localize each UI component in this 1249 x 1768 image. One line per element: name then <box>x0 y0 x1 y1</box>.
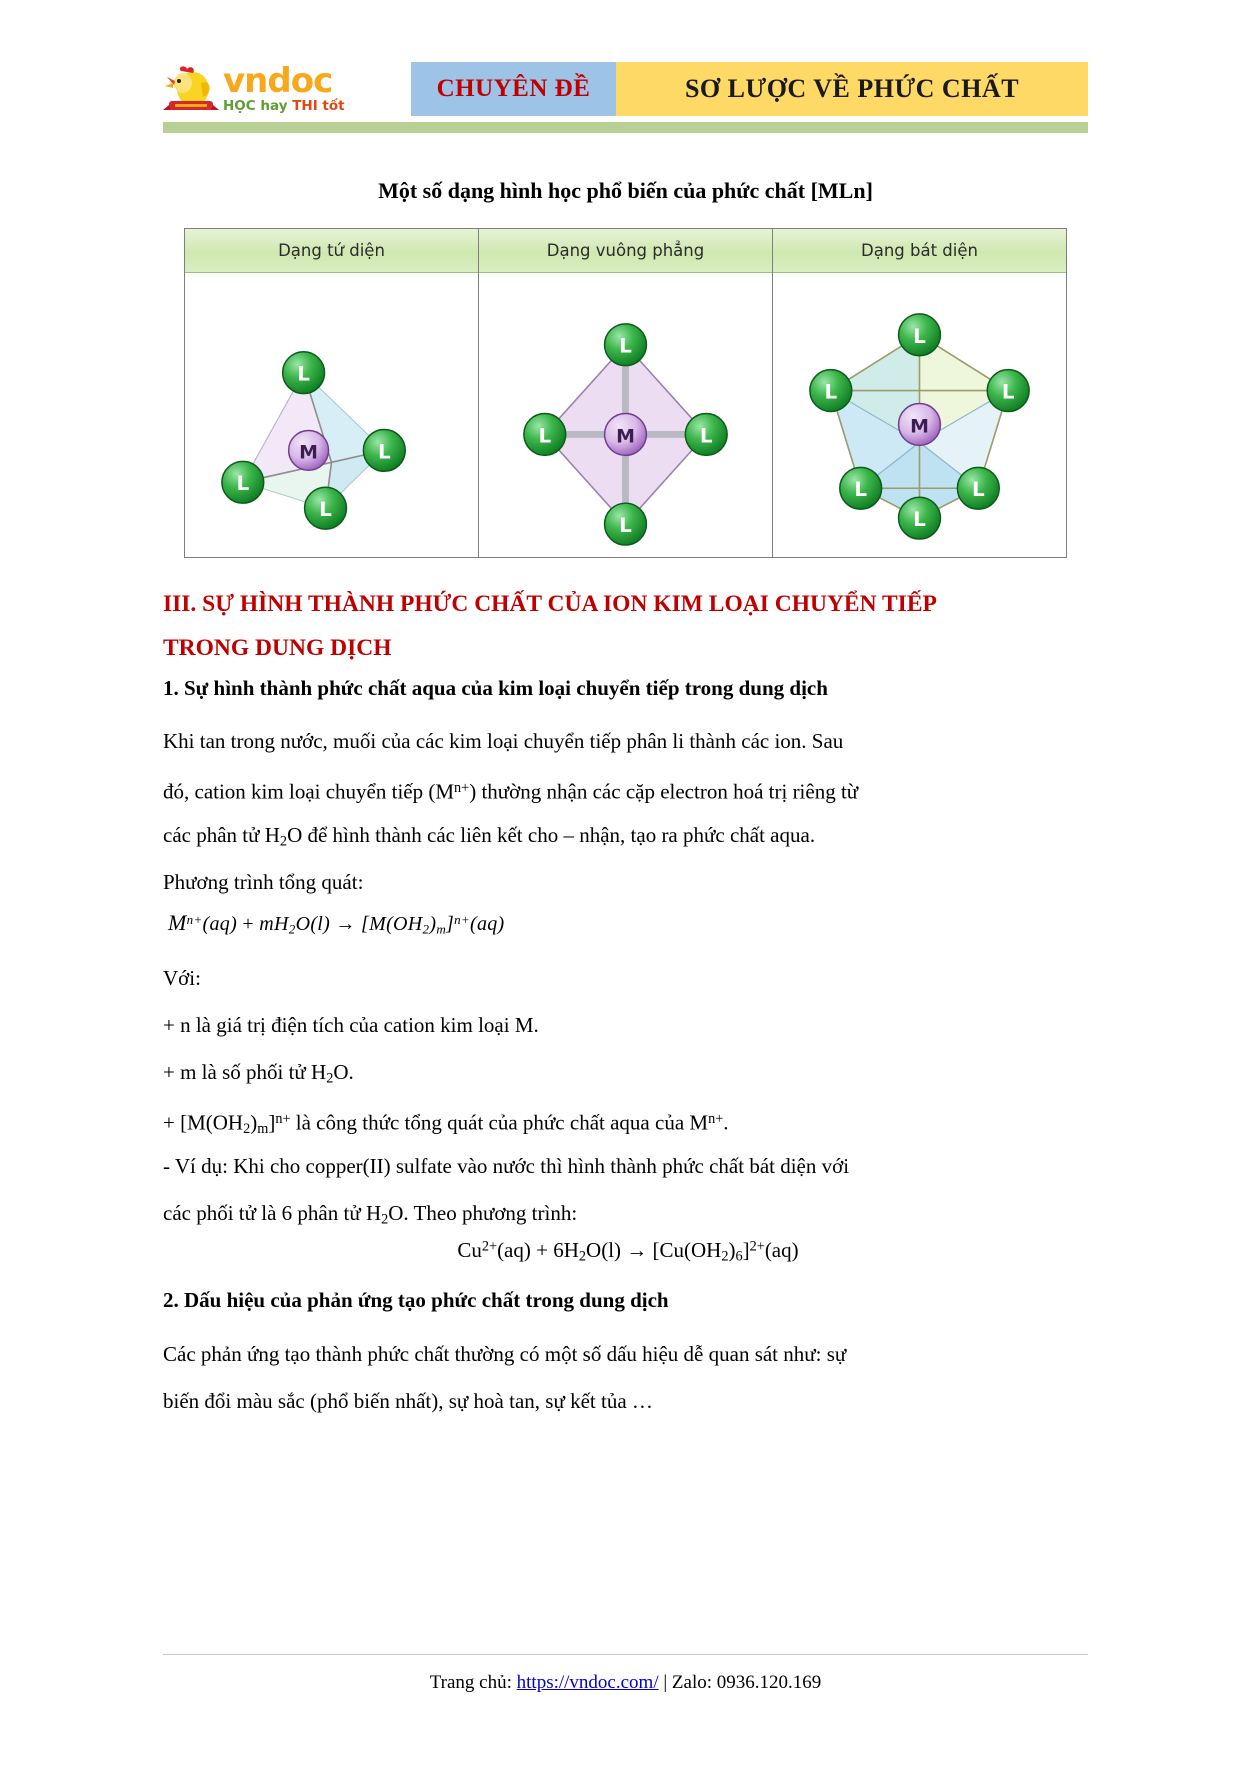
logo-wordmark: vndoc <box>223 61 333 102</box>
page-header <box>163 52 1088 128</box>
svg-text:L: L <box>619 514 632 538</box>
svg-text:M: M <box>910 415 929 438</box>
subsection-2-line-1: Các phản ứng tạo thành phức chất thường có một số dấu hiệu dễ quan sát như: sự <box>163 1342 847 1366</box>
b3-a: + [M(OH <box>163 1110 244 1135</box>
svg-text:L: L <box>319 498 332 522</box>
banner-right-label: SƠ LƯỢC VỀ PHỨC CHẤT <box>684 74 1020 103</box>
footer-prefix: Trang chủ: <box>429 1672 517 1693</box>
p1l2-b: ) thường nhận các cặp electron hoá trị riêng từ <box>469 779 859 804</box>
logo-text-block <box>223 61 345 115</box>
ex2-sub: 2 <box>381 1211 389 1228</box>
banner-chuyen-de <box>411 62 616 116</box>
figure-title: Một số dạng hình học phổ biến của phức chất [MLn] <box>378 178 873 203</box>
column-header-octahedral: Dạng bát diện <box>773 229 1066 273</box>
footer-divider <box>163 1654 1088 1655</box>
p1l3-b: O để hình thành các liên kết cho – nhận, tạo ra phức chất aqua. <box>287 823 816 847</box>
svg-text:L: L <box>297 362 310 386</box>
subsection-1-heading: 1. Sự hình thành phức chất aqua của kim loại chuyển tiếp trong dung dịch <box>163 676 828 700</box>
paragraph-1-line-2 <box>163 765 1093 815</box>
copper-equation: $Cu^{2+}(aq) + 6H_2O(l) \to [Cu(OH_2)_6]^{2+}(aq)$ <box>457 1238 799 1265</box>
svg-text:L: L <box>236 472 250 496</box>
example-line-1: - Ví dụ: Khi cho copper(II) sulfate vào nước thì hình thành phức chất bát diện với <box>163 1154 850 1178</box>
geometry-figure-table <box>184 228 1067 558</box>
svg-text:L: L <box>854 478 868 502</box>
svg-text:L: L <box>538 424 552 448</box>
b3-sup2: n+ <box>708 1111 724 1127</box>
footer-link[interactable]: https://vndoc.com/ <box>516 1672 659 1693</box>
svg-text:M: M <box>299 441 319 464</box>
section-heading-line2: TRONG DUNG DỊCH <box>163 635 392 661</box>
svg-text:L: L <box>1001 380 1015 404</box>
svg-text:L: L <box>824 380 838 404</box>
paragraph-1-line-1: Khi tan trong nước, muối của các kim loại chuyển tiếp phân li thành các ion. Sau <box>163 729 844 753</box>
page-footer <box>163 1672 1088 1694</box>
bullet-n: + n là giá trị điện tích của cation kim loại M. <box>163 1013 539 1037</box>
rooster-mascot-icon <box>163 63 219 115</box>
bullet-m <box>163 1049 1093 1103</box>
b3-b: ) <box>250 1110 258 1135</box>
header-divider <box>163 122 1088 133</box>
footer-suffix: | Zalo: 0936.120.169 <box>658 1672 822 1693</box>
svg-text:L: L <box>913 324 926 348</box>
svg-text:L: L <box>699 424 713 448</box>
figure-column-tetrahedral <box>185 229 478 557</box>
bullet-m-a: + m là số phối tử H <box>163 1060 327 1084</box>
b3-sub1: 2 <box>243 1120 251 1137</box>
b3-sup1: n+ <box>275 1111 291 1127</box>
banner-topic <box>616 62 1088 116</box>
subsection-2-heading: 2. Dấu hiệu của phản ứng tạo phức chất trong dung dịch <box>163 1288 669 1312</box>
figure-column-octahedral <box>772 229 1066 557</box>
vndoc-logo[interactable] <box>163 56 403 122</box>
b3-c: ] <box>268 1110 276 1135</box>
tetrahedral-diagram <box>185 273 478 557</box>
paragraph-general-equation-label: Phương trình tổng quát: <box>163 870 364 894</box>
paragraph-1-line-3 <box>163 812 1093 866</box>
svg-text:L: L <box>913 508 926 532</box>
logo-tagline: HỌC hay THI tốt <box>223 98 345 115</box>
ex2-b: O. Theo phương trình: <box>388 1201 578 1225</box>
figure-column-square-planar <box>478 229 772 557</box>
subsection-2-line-2: biến đổi màu sắc (phổ biến nhất), sự hoà tan, sự kết tủa … <box>163 1389 653 1413</box>
banner-left-label: CHUYÊN ĐỀ <box>436 75 591 102</box>
svg-text:L: L <box>971 478 985 502</box>
bullet-m-sub: 2 <box>326 1070 334 1087</box>
p1l2-sup: n+ <box>454 780 470 796</box>
column-header-square-planar: Dạng vuông phẳng <box>479 229 772 273</box>
header-banner <box>411 62 1088 116</box>
square-planar-diagram <box>479 273 772 557</box>
general-equation: $M^{n+}(aq) + mH_2O(l) \to [M(OH_2)_m]^{n+}(aq)$ <box>168 910 505 937</box>
p1l3-a: các phân tử H <box>163 823 280 847</box>
column-header-tetrahedral: Dạng tứ diện <box>185 229 478 273</box>
b3-e: . <box>723 1110 729 1135</box>
bullet-m-b: O. <box>333 1060 354 1084</box>
voi-label: Với: <box>163 966 201 990</box>
section-heading-line1: III. SỰ HÌNH THÀNH PHỨC CHẤT CỦA ION KIM LOẠI CHUYỂN TIẾP <box>163 591 937 617</box>
b3-d: là công thức tổng quát của phức chất aqua của M <box>290 1110 709 1135</box>
example-line-2 <box>163 1190 1093 1244</box>
svg-text:L: L <box>619 334 632 358</box>
b3-sub2: m <box>257 1120 269 1137</box>
p1l3-sub: 2 <box>279 833 288 850</box>
ex2-a: các phối tử là 6 phân tử H <box>163 1201 382 1225</box>
octahedral-diagram <box>773 273 1066 557</box>
p1l2-a: đó, cation kim loại chuyển tiếp (M <box>163 779 455 804</box>
svg-text:L: L <box>377 440 391 464</box>
svg-text:M: M <box>616 425 635 448</box>
